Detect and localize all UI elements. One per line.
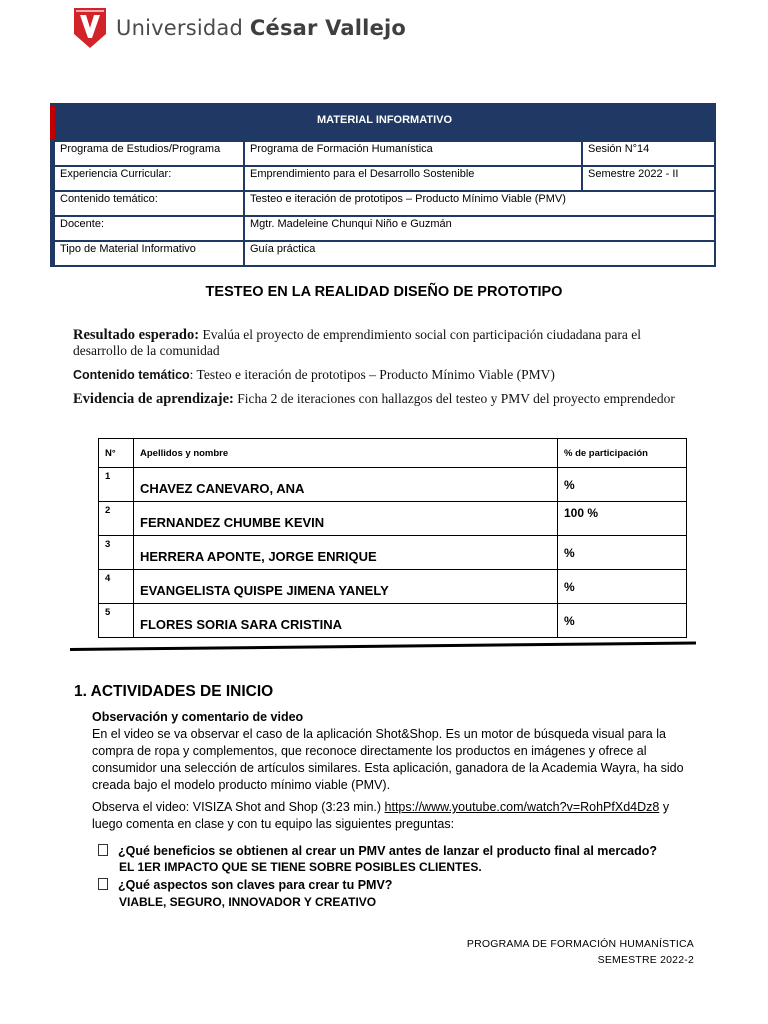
contenido-label: Contenido temático xyxy=(73,368,190,382)
question-1 xyxy=(98,843,657,860)
info-value: Emprendimiento para el Desarrollo Sostenible xyxy=(245,167,583,190)
table-row xyxy=(99,569,686,603)
observe-suffix: y luego comenta en clase y con tu equipo las siguientes preguntas: xyxy=(92,800,670,831)
info-row-docente xyxy=(55,215,714,240)
participants-header-row xyxy=(99,439,686,467)
info-label: Docente: xyxy=(55,217,245,240)
info-row-tipo xyxy=(55,240,714,265)
row-number: 4 xyxy=(99,570,134,603)
ucv-shield-icon xyxy=(74,8,106,48)
info-row-contenido xyxy=(55,190,714,215)
info-extra: Semestre 2022 - II xyxy=(588,168,679,180)
material-info-table xyxy=(50,103,716,267)
document-title: TESTEO EN LA REALIDAD DISEÑO DE PROTOTIPO xyxy=(205,284,563,300)
row-participation: % xyxy=(564,478,575,492)
university-name: Universidad César Vallejo xyxy=(116,16,407,40)
participants-table xyxy=(98,438,687,638)
row-number: 5 xyxy=(99,604,134,637)
evidencia-label: Evidencia de aprendizaje: xyxy=(73,391,234,407)
checkbox-icon xyxy=(98,844,108,856)
row-number: 2 xyxy=(99,502,134,535)
table-row xyxy=(99,603,686,637)
info-label: Experiencia Curricular: xyxy=(55,167,245,190)
info-row-programa xyxy=(55,140,714,165)
footer-semester: SEMESTRE 2022-2 xyxy=(597,954,694,966)
row-number: 3 xyxy=(99,536,134,569)
resultado-esperado xyxy=(73,327,695,359)
checkbox-icon xyxy=(98,878,108,890)
row-name: EVANGELISTA QUISPE JIMENA YANELY xyxy=(134,570,558,603)
resultado-label: Resultado esperado: xyxy=(73,327,200,343)
question-text: ¿Qué aspectos son claves para crear tu PMV? xyxy=(118,878,393,892)
evidencia-text: Ficha 2 de iteraciones con hallazgos del testeo y PMV del proyecto emprendedor xyxy=(237,391,675,406)
info-value: Programa de Formación Humanística xyxy=(245,142,583,165)
row-name: HERRERA APONTE, JORGE ENRIQUE xyxy=(134,536,558,569)
answer-2: VIABLE, SEGURO, INNOVADOR Y CREATIVO xyxy=(119,895,377,909)
row-number: 1 xyxy=(99,468,134,501)
row-participation: 100 % xyxy=(564,506,599,520)
info-value: Guía práctica xyxy=(250,243,316,255)
info-label: Programa de Estudios/Programa xyxy=(55,142,245,165)
row-name: CHAVEZ CANEVARO, ANA xyxy=(134,468,558,501)
header-name: Apellidos y nombre xyxy=(134,439,558,467)
footer-program: PROGRAMA DE FORMACIÓN HUMANÍSTICA xyxy=(466,938,694,950)
answer-1: EL 1ER IMPACTO QUE SE TIENE SOBRE POSIBLES CLIENTES. xyxy=(119,860,482,874)
intro-paragraph: En el video se va observar el caso de la aplicación Shot&Shop. Es un motor de búsqueda visual para la compra de ropa y complementos, que reconoce directamente los productos en imágenes y ofrece al consumidor una selección de artículos similares. Esta aplicación, ganadora de la Academia Wayra, ha sido creada bajo el modelo producto mínimo viable (PMV). xyxy=(92,727,684,792)
contenido-text: : Testeo e iteración de prototipos – Producto Mínimo Viable (PMV) xyxy=(189,367,555,382)
subheading: Observación y comentario de video xyxy=(92,710,304,724)
header-participation: % de participación xyxy=(564,447,648,459)
observe-prefix: Observa el video: VISIZA Shot and Shop (3:23 min.) xyxy=(92,800,382,814)
section-heading: 1. ACTIVIDADES DE INICIO xyxy=(74,683,274,700)
info-value: Mgtr. Madeleine Chunqui Niño e Guzmán xyxy=(250,218,452,230)
question-text: ¿Qué beneficios se obtienen al crear un PMV antes de lanzar el producto final al mercado? xyxy=(118,844,658,858)
evidencia-aprendizaje xyxy=(73,391,695,407)
info-label: Tipo de Material Informativo xyxy=(55,242,245,265)
header-number: N° xyxy=(99,439,134,467)
table-row xyxy=(99,501,686,535)
info-table-header: MATERIAL INFORMATIVO xyxy=(55,105,714,140)
question-2 xyxy=(98,877,392,894)
contenido-tematico xyxy=(73,367,695,383)
info-row-experiencia xyxy=(55,165,714,190)
row-name: FERNANDEZ CHUMBE KEVIN xyxy=(134,502,558,535)
university-logo xyxy=(74,8,406,48)
observe-instruction xyxy=(92,799,702,833)
row-participation: % xyxy=(564,546,575,560)
section-divider xyxy=(70,641,696,651)
info-value: Testeo e iteración de prototipos – Producto Mínimo Viable (PMV) xyxy=(250,193,566,205)
info-extra: Sesión N°14 xyxy=(588,143,650,155)
info-label: Contenido temático: xyxy=(55,192,245,215)
row-name: FLORES SORIA SARA CRISTINA xyxy=(134,604,558,637)
section-intro xyxy=(92,709,702,794)
youtube-link[interactable]: https://www.youtube.com/watch?v=RohPfXd4Dz8 xyxy=(384,800,660,814)
row-participation: % xyxy=(564,580,575,594)
resultado-text: Evalúa el proyecto de emprendimiento social con participación ciudadana para el desarrollo de la comunidad xyxy=(73,327,642,358)
table-row xyxy=(99,467,686,501)
row-participation: % xyxy=(564,614,575,628)
table-row xyxy=(99,535,686,569)
